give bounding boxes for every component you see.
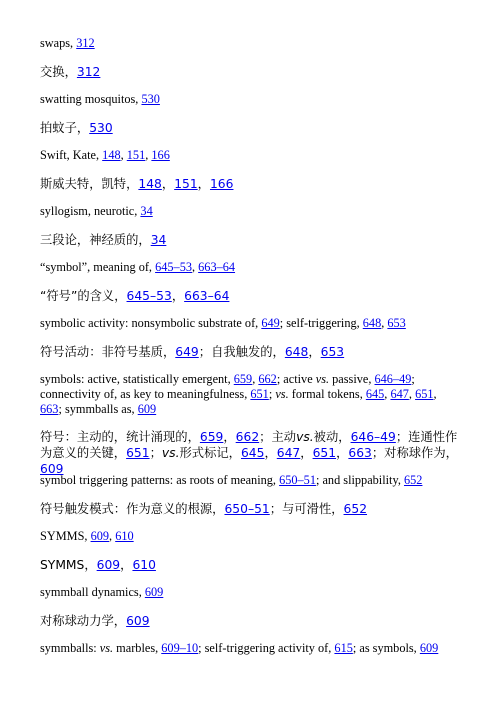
- index-entry: [40, 372, 460, 417]
- page-reference-link[interactable]: 663–64: [198, 260, 236, 274]
- entry-text: 符号活动：非符号基质，: [40, 345, 176, 359]
- index-entry: [40, 316, 460, 331]
- page-reference-link[interactable]: 34: [150, 233, 167, 247]
- page-reference-link[interactable]: 610: [115, 529, 134, 543]
- entry-text: ; active: [276, 372, 316, 386]
- entry-text: 交换，: [40, 65, 77, 79]
- page-reference-link[interactable]: 609: [126, 614, 150, 628]
- index-entry: [40, 204, 460, 219]
- index-entry: [40, 120, 460, 136]
- index-entry: [40, 557, 460, 573]
- entry-text: ,: [408, 387, 416, 401]
- entry-text: ,: [433, 387, 437, 401]
- index-entry: [40, 36, 460, 51]
- entry-text: swatting mosquitos,: [40, 92, 142, 106]
- page-reference-link[interactable]: 652: [343, 502, 368, 516]
- page-reference-link[interactable]: 645–53: [126, 289, 172, 303]
- entry-text: marbles,: [113, 641, 162, 655]
- entry-text: 对称球动力学，: [40, 614, 127, 628]
- entry-text: ，: [223, 430, 236, 444]
- entry-text: ，: [171, 289, 185, 303]
- italic-text: vs.: [275, 387, 289, 401]
- page-reference-link[interactable]: 151: [126, 148, 146, 162]
- entry-text: Swift, Kate,: [40, 148, 103, 162]
- page-reference-link[interactable]: 645: [240, 446, 265, 460]
- entry-text: ; symmballs as,: [58, 402, 138, 416]
- page-reference-link[interactable]: 648: [362, 316, 382, 330]
- entry-text: 形式标记，: [179, 446, 241, 460]
- index-entry: [40, 176, 460, 192]
- entry-text: ,: [120, 148, 127, 162]
- entry-text: ; as symbols,: [352, 641, 420, 655]
- entry-text: ,: [145, 148, 152, 162]
- entry-text: symbolic activity: nonsymbolic substrate of,: [40, 316, 262, 330]
- entry-text: ; self-triggering,: [279, 316, 363, 330]
- entry-text: syllogism, neurotic,: [40, 204, 141, 218]
- italic-text: vs.: [296, 430, 314, 444]
- page-reference-link[interactable]: 651: [126, 446, 150, 460]
- page-reference-link[interactable]: 148: [138, 177, 162, 191]
- page-reference-link[interactable]: 662: [258, 372, 277, 386]
- page-reference-link[interactable]: 166: [209, 177, 234, 191]
- index-entry: [40, 64, 460, 80]
- entry-text: symmball dynamics,: [40, 585, 145, 599]
- index-entry: [40, 344, 460, 360]
- entry-text: symbols: active, statistically emergent,: [40, 372, 234, 386]
- index-entry: [40, 585, 460, 600]
- entry-text: formal tokens,: [288, 387, 366, 401]
- entry-text: ，: [197, 177, 210, 191]
- index-entry: [40, 501, 460, 517]
- entry-text: ; connectivity of, as key to meaningfulness,: [40, 372, 415, 401]
- index-entry: [40, 613, 460, 629]
- index-entry: [40, 288, 460, 304]
- entry-text: ；连通性作为意义的关键，: [40, 430, 458, 460]
- page-reference-link[interactable]: 651: [312, 446, 337, 460]
- index-entry: [40, 260, 460, 275]
- entry-text: 拍蚊子，: [40, 121, 90, 135]
- page-reference-link[interactable]: 148: [102, 148, 121, 162]
- page-reference-link[interactable]: 650–51: [279, 473, 316, 487]
- page-reference-link[interactable]: 662: [235, 430, 260, 444]
- page-reference-link[interactable]: 609: [96, 558, 121, 572]
- page-reference-link[interactable]: 663: [348, 446, 372, 460]
- entry-text: ; and slippability,: [315, 473, 404, 487]
- entry-text: 斯威夫特，凯特，: [40, 177, 139, 191]
- entry-text: “symbol”, meaning of,: [40, 260, 156, 274]
- page-reference-link[interactable]: 609: [137, 402, 157, 416]
- entry-text: 被动，: [313, 430, 351, 444]
- entry-text: “符号”的含义，: [40, 289, 127, 303]
- page-reference-link[interactable]: 609: [90, 529, 110, 543]
- page-reference-link[interactable]: 646–49: [374, 372, 412, 386]
- entry-text: ，: [308, 345, 321, 359]
- entry-text: ，: [300, 446, 313, 460]
- page-reference-link[interactable]: 652: [403, 473, 423, 487]
- entry-text: ，: [120, 558, 133, 572]
- index-entry: [40, 641, 460, 656]
- entry-text: ,: [191, 260, 199, 274]
- page-reference-link[interactable]: 645: [365, 387, 385, 401]
- page-reference-link[interactable]: 651: [250, 387, 269, 401]
- italic-text: vs.: [99, 641, 114, 655]
- entry-text: ,: [384, 387, 391, 401]
- index-entry: [40, 92, 460, 107]
- entry-text: 符号：主动的，统计涌现的，: [40, 430, 200, 444]
- entry-text: ；主动: [259, 430, 297, 444]
- entry-text: ,: [252, 372, 259, 386]
- page-reference-link[interactable]: 647: [276, 446, 301, 460]
- entry-text: ,: [109, 529, 116, 543]
- page-reference-link[interactable]: 659: [199, 430, 224, 444]
- index-entry: [40, 429, 460, 477]
- entry-text: ;: [268, 387, 276, 401]
- entry-text: swaps,: [40, 36, 77, 50]
- page-reference-link[interactable]: 609: [40, 462, 64, 476]
- entry-text: ，: [264, 446, 277, 460]
- page-reference-link[interactable]: 659: [233, 372, 253, 386]
- page-reference-link[interactable]: 646–49: [350, 430, 396, 444]
- page-reference-link[interactable]: 653: [387, 316, 406, 330]
- index-entry: [40, 232, 460, 248]
- entry-text: ; self-triggering activity of,: [198, 641, 335, 655]
- page-reference-link[interactable]: 312: [76, 65, 101, 79]
- entry-text: ，: [336, 446, 349, 460]
- entry-text: SYMMS，: [40, 558, 97, 572]
- entry-text: ，: [161, 177, 175, 191]
- page-reference-link[interactable]: 530: [141, 92, 160, 106]
- page-reference-link[interactable]: 648: [284, 345, 309, 359]
- entry-text: passive,: [329, 372, 375, 386]
- index-entry: [40, 148, 460, 163]
- page-reference-link[interactable]: 647: [390, 387, 409, 401]
- italic-text: vs.: [315, 372, 330, 386]
- page-reference-link[interactable]: 653: [320, 345, 345, 359]
- page-reference-link[interactable]: 650–51: [224, 502, 270, 516]
- page-reference-link[interactable]: 663–64: [184, 289, 230, 303]
- italic-text: vs.: [161, 446, 180, 460]
- page-reference-link[interactable]: 645–53: [155, 260, 192, 274]
- page-reference-link[interactable]: 34: [140, 204, 153, 218]
- page-reference-link[interactable]: 610: [132, 558, 156, 572]
- page-reference-link[interactable]: 151: [174, 177, 198, 191]
- page-reference-link[interactable]: 609–10: [161, 641, 199, 655]
- page-reference-link[interactable]: 615: [334, 641, 353, 655]
- entry-text: 符号触发模式：作为意义的根源，: [40, 502, 225, 516]
- index-entry: [40, 473, 460, 488]
- page-reference-link[interactable]: 609: [419, 641, 439, 655]
- entry-text: ；对称球作为，: [371, 446, 458, 460]
- page-reference-link[interactable]: 651: [415, 387, 434, 401]
- page-reference-link[interactable]: 166: [151, 148, 170, 162]
- entry-text: symmballs:: [40, 641, 100, 655]
- entry-text: ；自我触发的，: [198, 345, 285, 359]
- entry-text: ,: [381, 316, 388, 330]
- page-reference-link[interactable]: 663: [40, 402, 59, 416]
- page-reference-link[interactable]: 530: [89, 121, 113, 135]
- page-reference-link[interactable]: 649: [261, 316, 280, 330]
- entry-text: ；: [149, 446, 162, 460]
- entry-text: SYMMS,: [40, 529, 91, 543]
- page-reference-link[interactable]: 649: [175, 345, 199, 359]
- entry-text: 三段论，神经质的，: [40, 233, 151, 247]
- entry-text: ；与可滑性，: [269, 502, 344, 516]
- page-reference-link[interactable]: 312: [76, 36, 95, 50]
- page-reference-link[interactable]: 609: [144, 585, 164, 599]
- index-entry: [40, 529, 460, 544]
- entry-text: symbol triggering patterns: as roots of meaning,: [40, 473, 280, 487]
